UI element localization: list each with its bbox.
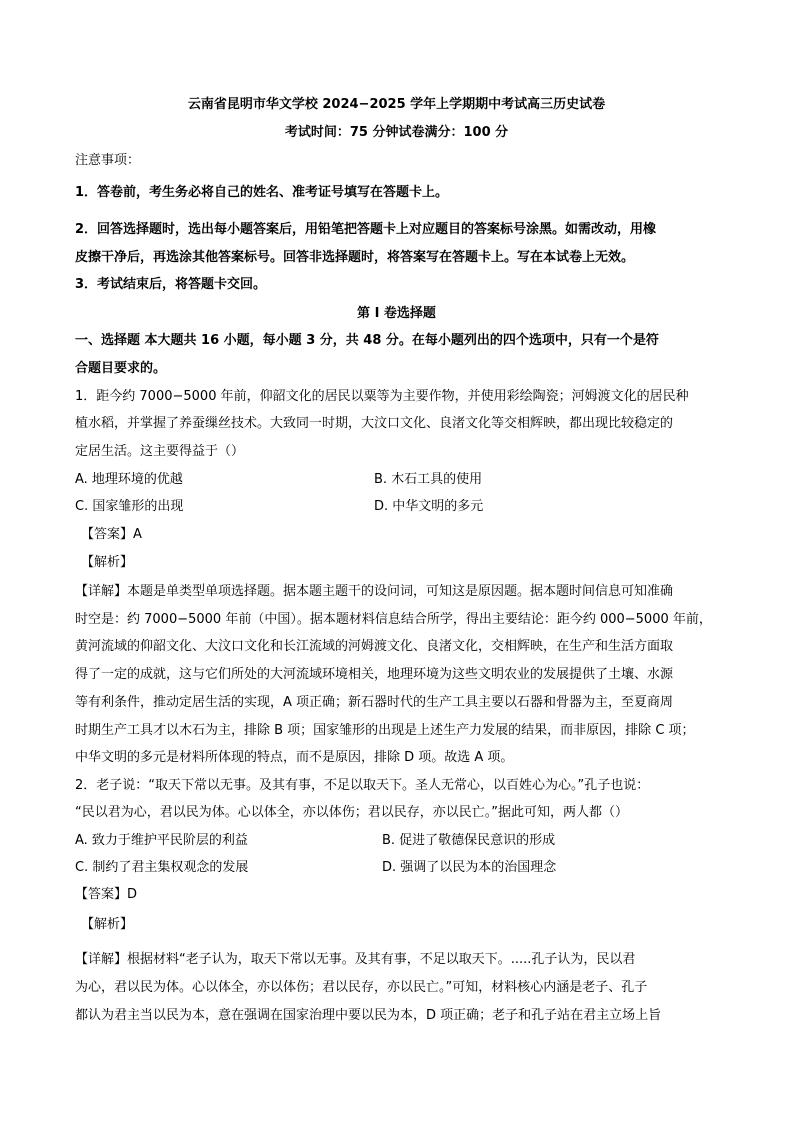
notice-item: 3．考试结束后，将答题卡交回。	[75, 277, 267, 292]
section-instruction: 合题目要求的。	[75, 361, 167, 376]
notice-item: 1．答卷前，考生务必将自己的姓名、准考证号填写在答题卡上。	[75, 185, 449, 200]
q1-option-d: D. 中华文明的多元	[374, 499, 484, 514]
q1-option-b: B. 木石工具的使用	[374, 472, 483, 487]
notice-heading: 注意事项：	[75, 153, 141, 168]
q1-stem: 定居生活。这主要得益于（）	[75, 444, 245, 459]
q1-detail: 得了一定的成就，这与它们所处的大河流域环境相关，地理环境为这些文明农业的发展提供了土壤、水源	[75, 667, 674, 682]
q2-detail: 都认为君主当以民为本，意在强调在国家治理中要以民为本，D 项正确；老子和孔子站在君主立场上旨	[75, 1008, 662, 1023]
q1-detail: 时空是：约 7000−5000 年前（中国）。据本题材料信息结合所学，得出主要结论：距今约 000−5000 年前，	[75, 612, 712, 627]
q1-detail: 时期生产工具才以木石为主，排除 B 项；国家雏形的出现是上述生产力发展的结果，而非原因，排除 C 项；	[75, 723, 695, 738]
q2-stem: 2．老子说：“取天下常以无事。及其有事，不足以取天下。圣人无常心，以百姓心为心。”孔子也说：	[75, 778, 650, 793]
q1-detail: 【详解】本题是单类型单项选择题。据本题主题干的设问词，可知这是原因题。据本题时间信息可知准确	[75, 584, 674, 599]
q2-option-a: A. 致力于维护平民阶层的利益	[75, 833, 248, 848]
section-instruction: 一、选择题 本大题共 16 小题，每小题 3 分，共 48 分。在每小题列出的四个选项中，只有一个是符	[75, 333, 659, 348]
q1-detail: 黄河流域的仰韶文化、大汶口文化和长江流域的河姆渡文化、良渚文化，交相辉映，在生产和生活方面取	[75, 639, 674, 654]
q1-answer: 【答案】A	[81, 527, 142, 542]
q1-detail: 中华文明的多元是材料所体现的特点，而不是原因，排除 D 项。故选 A 项。	[75, 750, 514, 765]
q2-detail: 【详解】根据材料“老子认为，取天下常以无事。及其有事，不足以取天下。.....孔子认为，民以君	[75, 952, 636, 967]
section-title: 第 I 卷选择题	[357, 306, 436, 321]
exam-subtitle: 考试时间：75 分钟试卷满分：100 分	[284, 125, 509, 140]
q1-option-c: C. 国家雏形的出现	[75, 499, 184, 514]
notice-item: 皮擦干净后，再选涂其他答案标号。回答非选择题时，将答案写在答题卡上。写在本试卷上无效。	[75, 250, 635, 265]
notice-item: 2．回答选择题时，选出每小题答案后，用铅笔把答题卡上对应题目的答案标号涂黑。如需改动，用橡	[75, 222, 657, 237]
q2-answer: 【答案】D	[75, 887, 138, 902]
q1-stem: 1．距今约 7000−5000 年前，仰韶文化的居民以粟等为主要作物，并使用彩绘陶瓷；河姆渡文化的居民种	[75, 389, 689, 404]
q1-stem: 植水稻，并掌握了养蚕缫丝技术。大致同一时期，大汶口文化、良渚文化等交相辉映，都出现比较稳定的	[75, 416, 674, 431]
q2-option-c: C. 制约了君主集权观念的发展	[75, 860, 249, 875]
q2-option-d: D. 强调了以民为本的治国理念	[382, 860, 557, 875]
q1-detail: 等有利条件，推动定居生活的实现，A 项正确；新石器时代的生产工具主要以石器和骨器为主，至夏商周	[75, 695, 674, 710]
q1-option-a: A. 地理环境的优越	[75, 472, 183, 487]
q2-stem: “民以君为心，君以民为体。心以体全，亦以体伤；君以民存，亦以民亡。”据此可知，两人都（）	[75, 805, 628, 820]
q2-option-b: B. 促进了敬德保民意识的形成	[382, 833, 556, 848]
q1-analysis-heading: 【解析】	[81, 555, 134, 570]
exam-title: 云南省昆明市华文学校 2024−2025 学年上学期期中考试高三历史试卷	[187, 97, 606, 112]
q2-detail: 为心，君以民为体。心以体全，亦以体伤；君以民存，亦以民亡。”可知，材料核心内涵是老子、孔子	[75, 980, 648, 995]
q2-analysis-heading: 【解析】	[81, 917, 134, 932]
